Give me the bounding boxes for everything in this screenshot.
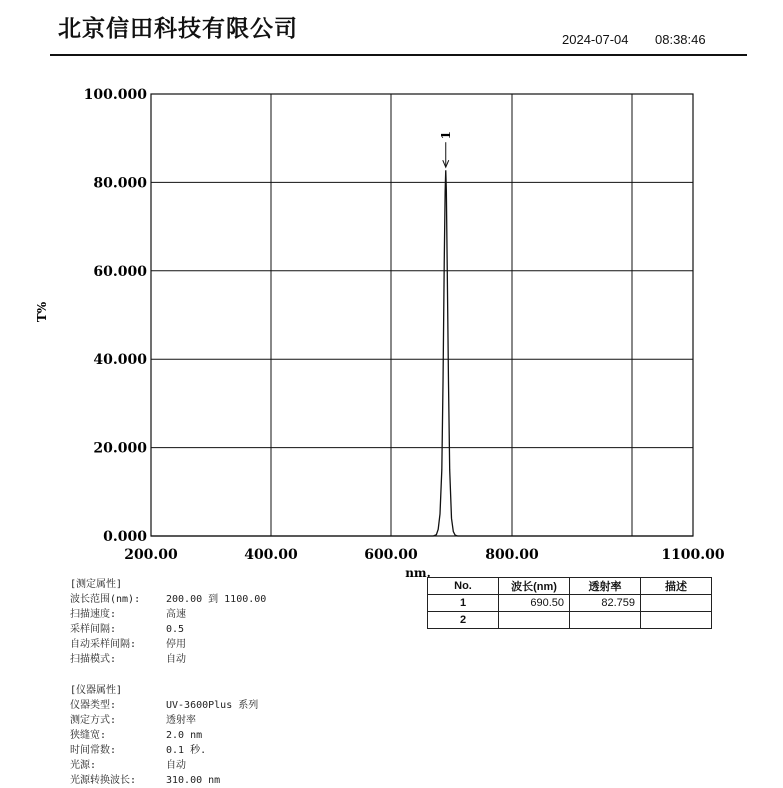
table-row xyxy=(428,595,712,612)
property-key: 光源转换波长: xyxy=(70,775,137,786)
x-tick-label: 1100.00 xyxy=(661,547,725,563)
property-key: 自动采样间隔: xyxy=(70,639,137,650)
property-row xyxy=(70,652,266,667)
y-tick-label: 100.000 xyxy=(83,87,147,103)
x-tick-label: 600.00 xyxy=(364,547,418,563)
y-tick-label: 20.000 xyxy=(93,440,147,457)
measure-properties-title: [测定属性] xyxy=(70,579,123,590)
y-tick-label: 40.000 xyxy=(93,352,147,369)
cell-description xyxy=(641,595,712,612)
cell-transmittance: 82.759 xyxy=(570,595,641,612)
property-key: 狭缝宽: xyxy=(70,730,107,741)
property-key: 测定方式: xyxy=(70,715,117,726)
property-row xyxy=(70,728,258,743)
property-row xyxy=(70,758,258,773)
property-key: 扫描速度: xyxy=(70,609,117,620)
col-header-wavelength: 波长(nm) xyxy=(499,578,570,595)
property-row xyxy=(70,713,258,728)
property-key: 光源: xyxy=(70,760,97,771)
table-row xyxy=(428,612,712,629)
company-name: 北京信田科技有限公司 xyxy=(58,16,298,42)
property-row xyxy=(70,607,266,622)
property-value: 高速 xyxy=(166,609,186,620)
cell-no: 2 xyxy=(428,612,499,629)
property-value: 0.5 xyxy=(166,624,185,635)
property-value: 停用 xyxy=(166,639,186,650)
property-row xyxy=(70,592,266,607)
y-tick-label: 60.000 xyxy=(93,263,147,280)
instrument-properties-title: [仪器属性] xyxy=(70,685,123,696)
col-header-transmittance: 透射率 xyxy=(570,578,641,595)
peak-table-header xyxy=(428,578,712,595)
peak-annotations xyxy=(439,131,453,167)
y-tick-label: 80.000 xyxy=(93,175,147,192)
property-key: 时间常数: xyxy=(70,745,117,756)
property-value: UV-3600Plus 系列 xyxy=(166,700,259,711)
property-row xyxy=(70,637,266,652)
property-key: 波长范围(nm): xyxy=(70,594,141,605)
peak-label: 1 xyxy=(438,131,453,140)
grid-layer xyxy=(151,94,693,536)
cell-description xyxy=(641,612,712,629)
property-key: 仪器类型: xyxy=(70,700,117,711)
x-tick-label: 200.00 xyxy=(124,547,178,563)
cell-no: 1 xyxy=(428,595,499,612)
measure-properties xyxy=(70,577,266,667)
x-tick-label: 400.00 xyxy=(244,547,298,563)
property-row xyxy=(70,773,258,788)
peak-table xyxy=(427,577,712,629)
print-time: 08:38:46 xyxy=(655,32,706,47)
property-value: 200.00 到 1100.00 xyxy=(166,594,267,605)
x-axis-ticks xyxy=(124,547,725,563)
print-date: 2024-07-04 xyxy=(562,32,629,47)
property-key: 采样间隔: xyxy=(70,624,117,635)
cell-wavelength xyxy=(499,612,570,629)
property-value: 310.00 nm xyxy=(166,775,221,786)
x-tick-label: 800.00 xyxy=(485,547,539,563)
property-value: 0.1 秒. xyxy=(166,745,207,756)
cell-transmittance xyxy=(570,612,641,629)
property-value: 透射率 xyxy=(166,715,196,726)
instrument-properties xyxy=(70,683,258,788)
cell-wavelength: 690.50 xyxy=(499,595,570,612)
y-axis-ticks xyxy=(84,87,148,545)
property-value: 自动 xyxy=(166,654,186,665)
transmittance-curve xyxy=(151,170,693,536)
col-header-description: 描述 xyxy=(641,578,712,595)
property-row xyxy=(70,698,258,713)
property-row xyxy=(70,622,266,637)
col-header-no: No. xyxy=(428,578,499,595)
property-value: 2.0 nm xyxy=(166,730,203,741)
x-axis-label: nm. xyxy=(405,566,431,580)
y-axis-label: T% xyxy=(35,301,49,323)
property-key: 扫描模式: xyxy=(70,654,117,665)
property-row xyxy=(70,743,258,758)
property-value: 自动 xyxy=(166,760,186,771)
plot-frame xyxy=(151,94,693,536)
y-tick-label: 0.000 xyxy=(103,529,147,545)
